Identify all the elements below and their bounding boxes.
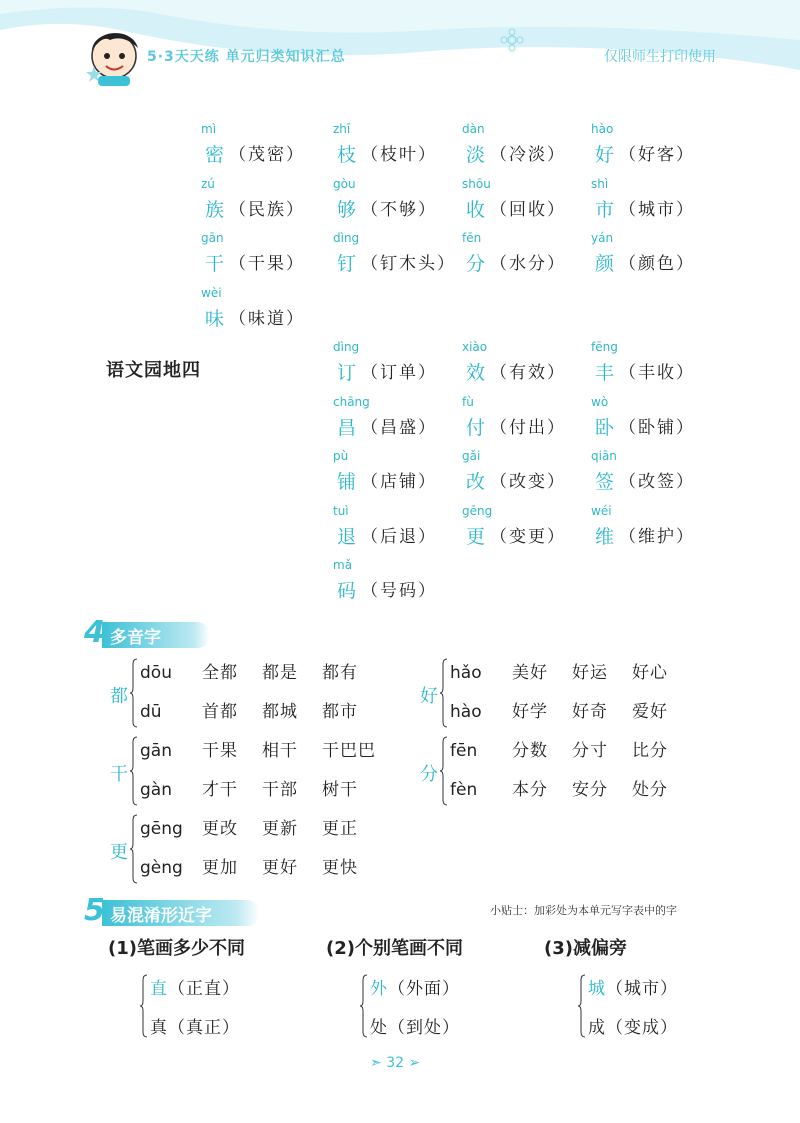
reading-word: 相干 [262,741,298,761]
brace-icon [440,736,448,806]
vocab-char: 改 [466,471,486,493]
brace-icon [130,736,138,806]
polyphone-group [420,656,720,736]
polyphone-reading [450,697,692,722]
vocab-word: （丰收） [619,363,695,383]
vocab-pinyin: chāng [333,394,370,409]
series-title: 5·3天天练 单元归类知识汇总 [147,49,346,65]
vocab-word: （改签） [619,472,695,492]
reading-pinyin: gèng [140,858,183,878]
vocab-pinyin: zhī [333,122,351,136]
vocab-word: （味道） [229,308,305,329]
vocab-item [591,176,745,227]
polyphone-reading [140,853,382,878]
polyphone-reading [450,775,692,800]
vocab-char: 分 [466,253,486,275]
left-arrow-icon: ➣ [370,1055,382,1071]
brace-icon [440,658,448,728]
pair-char: 直 [150,979,168,999]
polyphone-char: 干 [110,764,128,785]
vocab-word: （维护） [619,526,695,547]
reading-pinyin: fēn [450,741,478,761]
pair-row [588,974,678,999]
reading-word: 分寸 [572,741,608,761]
reading-word: 更改 [202,819,238,839]
vocab-word: （回收） [490,199,566,220]
reading-word: 首都 [202,702,238,722]
vocab-pinyin: wéi [591,503,612,518]
char-pair [140,972,250,1044]
reading-word: 干巴巴 [322,741,376,761]
vocab-pinyin: wèi [201,285,222,300]
vocab-word: （卧铺） [619,417,695,438]
reading-word: 好学 [512,702,548,722]
vocab-char: 效 [466,362,486,384]
vocab-pinyin: shōu [462,176,491,191]
vocab-pinyin: dàn [462,122,485,136]
polyphone-char: 更 [110,842,128,863]
reading-word: 更加 [202,858,238,878]
vocab-pinyin: pù [333,449,349,463]
section-4-number: 4 [84,615,105,650]
reading-word: 干部 [262,780,298,800]
right-arrow-icon: ➢ [408,1055,421,1071]
vocab-pinyin: gòu [333,176,356,191]
vocab-char: 味 [205,307,225,330]
vocab-item [201,285,355,336]
vocab-word: （变更） [490,526,566,547]
reading-word: 都城 [262,702,298,722]
reading-pinyin: hào [450,702,482,722]
vocab-pinyin: yán [591,231,614,245]
vocab-char: 退 [337,525,357,548]
vocab-pinyin: gǎi [462,449,481,463]
reading-word: 好运 [572,663,608,683]
reading-word: 全都 [202,663,238,683]
vocab-word: （民族） [229,199,305,220]
reading-pinyin: dōu [140,663,172,683]
vocab-char: 干 [205,253,225,275]
reading-pinyin: hǎo [450,663,482,683]
pair-row [370,974,460,999]
vocab-item [591,449,745,499]
vocab-pinyin: mǎ [333,558,353,572]
vocab-item [591,394,745,445]
vocab-char: 维 [595,525,615,548]
reading-word: 好心 [632,663,668,683]
reading-word: 好奇 [572,702,608,722]
vocab-word: （好客） [619,145,695,165]
pair-char: 外 [370,979,388,999]
vocab-char: 淡 [466,144,486,166]
vocab-word: （干果） [229,254,305,274]
vocab-item [333,558,487,608]
vocab-char: 卧 [595,416,615,439]
section-4-title: 多音字 [110,628,161,648]
vocab-word: （茂密） [229,145,305,165]
pair-word: （真正） [168,1018,240,1038]
reading-word: 更正 [322,819,358,839]
vocab-item [591,340,745,390]
vocab-char: 铺 [337,471,357,493]
vocab-char: 收 [466,198,486,221]
usage-note: 仅限师生打印使用 [604,49,716,65]
char-pair [360,972,470,1044]
vocab-word: （后退） [361,526,437,547]
polyphone-char: 都 [110,686,128,707]
reading-word: 美好 [512,663,548,683]
vocab-pinyin: mì [201,122,217,136]
polyphone-reading [450,658,692,683]
vocab-item [591,503,745,554]
reading-word: 干果 [202,741,238,761]
vocab-word: （钉木头） [361,254,456,274]
char-pair [578,972,688,1044]
vocab-char: 够 [337,198,357,221]
vocab-char: 颜 [595,253,615,275]
vocab-char: 族 [205,198,225,221]
pair-char: 真 [150,1018,168,1038]
polyphone-group [110,656,410,736]
category-label: (3)减偏旁 [544,938,627,959]
vocab-pinyin: dìng [333,231,360,245]
reading-pinyin: gān [140,741,172,761]
vocab-word: （昌盛） [361,417,437,438]
polyphone-reading [140,775,382,800]
vocab-word: （城市） [619,199,695,220]
brace-icon [130,658,138,728]
vocab-pinyin: qiān [591,449,617,463]
reading-word: 才干 [202,780,238,800]
vocab-word: （订单） [361,363,437,383]
polyphone-group [110,812,410,892]
vocab-pinyin: gān [201,231,224,245]
reading-word: 分数 [512,741,548,761]
pair-word: （变成） [606,1018,678,1038]
pair-row [150,1013,240,1038]
vocab-char: 枝 [337,144,357,166]
polyphone-reading [140,736,398,761]
vocab-word: （不够） [361,199,437,220]
reading-word: 处分 [632,780,668,800]
vocab-word: （冷淡） [490,145,566,165]
reading-word: 更新 [262,819,298,839]
vocab-char: 付 [466,416,486,439]
vocab-pinyin: wò [591,394,609,409]
page-number-row [370,1055,420,1071]
reading-word: 本分 [512,780,548,800]
reading-word: 比分 [632,741,668,761]
vocab-word: （付出） [490,417,566,438]
reading-word: 更好 [262,858,298,878]
pair-row [370,1013,460,1038]
pair-row [588,1013,678,1038]
reading-word: 爱好 [632,702,668,722]
section-5-number: 5 [84,893,105,928]
vocab-word: （有效） [490,363,566,383]
pair-char: 处 [370,1018,388,1038]
reading-word: 都是 [262,663,298,683]
vocab-word: （店铺） [361,472,437,492]
vocab-pinyin: fēn [462,231,482,245]
unit-label: 语文园地四 [106,360,201,381]
pair-word: （城市） [606,979,678,999]
vocab-item [591,122,745,172]
tip-note: 小贴士：加彩处为本单元写字表中的字 [490,904,677,917]
flower-icon [500,28,524,52]
vocab-item [591,231,745,281]
brace-icon [130,814,138,884]
vocab-char: 更 [466,525,486,548]
reading-word: 树干 [322,780,358,800]
pair-word: （正直） [168,979,240,999]
reading-word: 更快 [322,858,358,878]
pair-char: 成 [588,1018,606,1038]
vocab-char: 钉 [337,253,357,275]
vocab-char: 码 [337,580,357,602]
page-header [0,0,800,100]
reading-pinyin: fèn [450,780,478,800]
polyphone-reading [450,736,692,761]
brace-icon [578,974,586,1038]
vocab-char: 订 [337,362,357,384]
polyphone-char: 好 [420,686,438,707]
vocab-pinyin: gēng [462,503,493,518]
reading-word: 安分 [572,780,608,800]
vocab-word: （枝叶） [361,145,437,165]
category-label: (2)个别笔画不同 [326,938,463,959]
vocab-word: （号码） [361,581,437,601]
reading-pinyin: gēng [140,819,183,839]
vocab-word: （改变） [490,472,566,492]
brace-icon [360,974,368,1038]
vocab-pinyin: fēng [591,340,618,354]
vocab-pinyin: fù [462,394,474,409]
section-5-title: 易混淆形近字 [110,906,212,926]
vocab-pinyin: dìng [333,340,360,354]
vocab-char: 昌 [337,416,357,439]
pair-word: （外面） [388,979,460,999]
vocab-pinyin: zú [201,176,215,191]
category-label: (1)笔画多少不同 [108,938,245,959]
polyphone-char: 分 [420,764,438,785]
vocab-char: 签 [595,471,615,493]
pair-row [150,974,240,999]
polyphone-group [110,734,410,814]
reading-word: 都市 [322,702,358,722]
vocab-word: （水分） [490,254,566,274]
reading-pinyin: dū [140,702,162,722]
vocab-word: （颜色） [619,254,695,274]
pair-word: （到处） [388,1018,460,1038]
vocab-char: 市 [595,198,615,221]
polyphone-group [420,734,720,814]
star-icon [86,66,102,82]
polyphone-reading [140,814,382,839]
vocab-pinyin: xiào [462,340,488,354]
polyphone-reading [140,658,382,683]
pair-char: 城 [588,979,606,999]
vocab-pinyin: hào [591,122,614,136]
reading-word: 都有 [322,663,358,683]
vocab-pinyin: shì [591,176,609,191]
vocab-char: 丰 [595,362,615,384]
vocab-pinyin: tuì [333,503,349,518]
vocab-char: 密 [205,144,225,166]
polyphone-reading [140,697,382,722]
brace-icon [140,974,148,1038]
page-number: 32 [386,1055,405,1071]
vocab-char: 好 [595,144,615,166]
reading-pinyin: gàn [140,780,172,800]
